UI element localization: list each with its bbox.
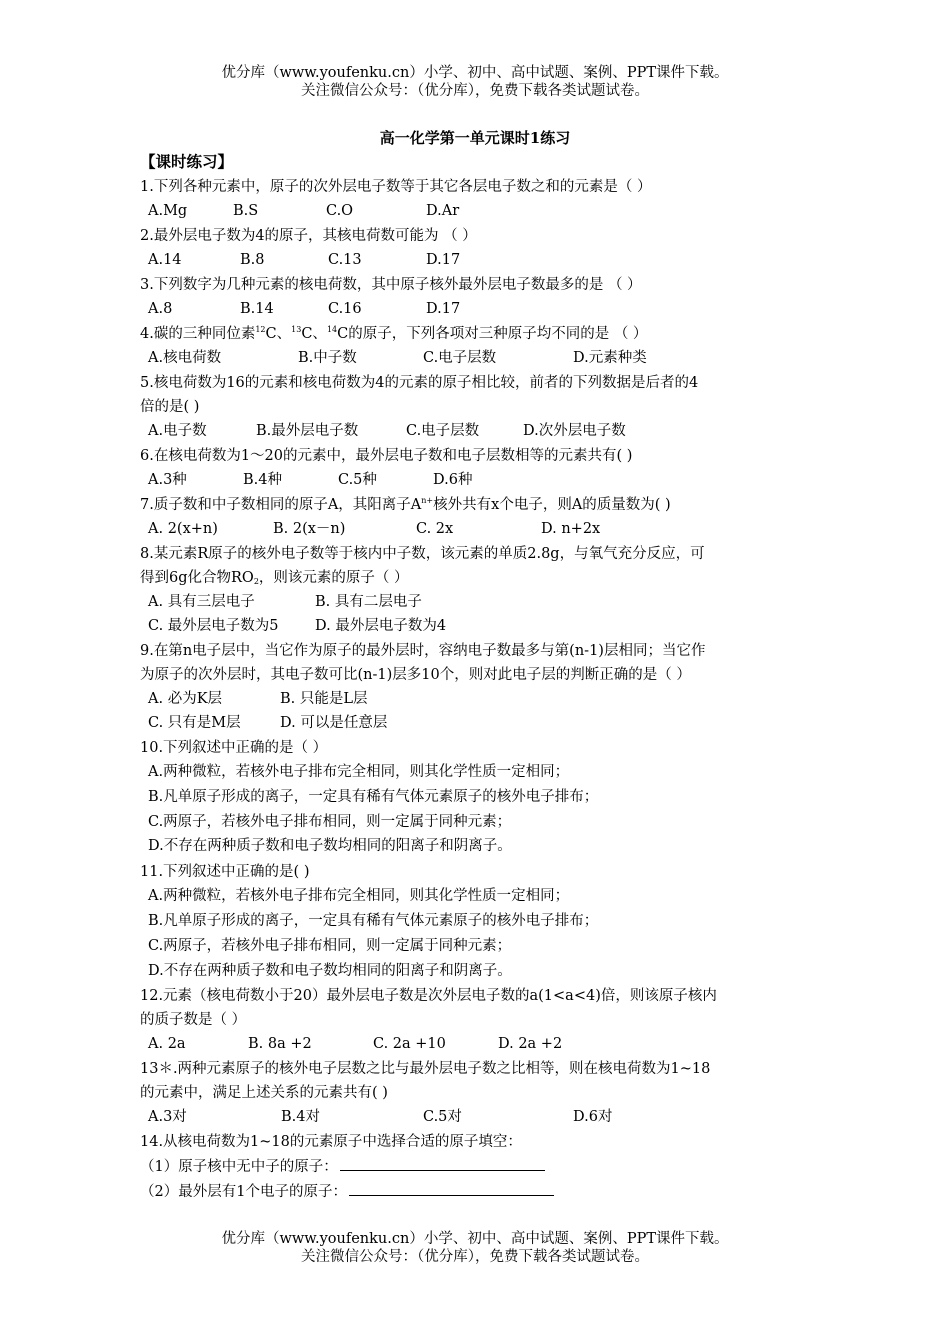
header-line-1: 优分库（www.youfenku.cn）小学、初中、高中试题、案例、PPT课件下载。 bbox=[221, 65, 729, 81]
option-d: D. 可以是任意层 bbox=[280, 715, 388, 731]
option-a: A.Mg bbox=[148, 203, 188, 219]
option-c: C.两原子，若核外电子排布相同，则一定属于同种元素； bbox=[148, 813, 512, 830]
question-8: 8.某元素R原子的核外电子数等于核内中子数，该元素的单质2.8g，与氧气充分反应，可 得到6g化合物$RO_2$，则该元素的原子（ ） bbox=[140, 546, 705, 586]
option-d: D.6对 bbox=[573, 1109, 613, 1126]
footer-line-2: 关注微信公众号：（优分库），免费下载各类试题试卷。 bbox=[301, 1249, 649, 1265]
option-d: D.元素种类 bbox=[573, 350, 647, 366]
option-d: D. 2a +2 bbox=[498, 1036, 563, 1053]
option-a: A. 2(x+n) bbox=[148, 521, 218, 537]
question-12-options bbox=[140, 1032, 820, 1056]
option-b: B.S bbox=[233, 203, 259, 219]
question-11-options bbox=[140, 884, 820, 983]
question-6: 6.在核电荷数为1～20的元素中，最外层电子数和电子层数相等的元素共有( ) bbox=[140, 448, 633, 464]
option-c: C. 2a +10 bbox=[373, 1036, 446, 1053]
question-13: 13＊.两种元素原子的核外电子层数之比与最外层电子数之比相等，则在核电荷数为1~18 的元素中，满足上述关系的元素共有( ) bbox=[140, 1061, 711, 1102]
option-a: A. 具有三层电子 bbox=[148, 594, 255, 610]
option-c: C.16 bbox=[328, 301, 362, 317]
question-9: 9.在第n电子层中，当它作为原子的最外层时，容纳电子数最多与第(n-1)层相同；当它作 为原子的次外层时，其电子数可比(n-1)层多10个，则对此电子层的判断正确的是（ ） bbox=[140, 643, 706, 683]
option-b: B. 具有二层电子 bbox=[315, 594, 422, 610]
question-14-part-1: （1）原子核中无中子的原子： bbox=[140, 1155, 820, 1179]
question-1-options bbox=[140, 199, 820, 223]
answer-blank-1[interactable] bbox=[340, 1158, 545, 1171]
question-1: 1.下列各种元素中，原子的次外层电子数等于其它各层电子数之和的元素是（ ） bbox=[140, 179, 652, 195]
option-c: C.两原子，若核外电子排布相同，则一定属于同种元素； bbox=[148, 937, 512, 954]
option-b: B.8 bbox=[240, 252, 265, 268]
option-b: B. 2(x－n) bbox=[273, 521, 346, 537]
option-b: B.凡单原子形成的离子，一定具有稀有气体元素原子的核外电子排布； bbox=[148, 912, 599, 929]
option-d: D.17 bbox=[426, 252, 461, 268]
option-d: D. 最外层电子数为4 bbox=[315, 618, 447, 634]
option-c: C.13 bbox=[328, 252, 362, 268]
question-8-options-row-2 bbox=[140, 614, 820, 638]
option-c: C.5对 bbox=[423, 1109, 462, 1126]
option-a: A.两种微粒，若核外电子排布完全相同，则其化学性质一定相同； bbox=[148, 888, 570, 905]
page-header bbox=[0, 64, 950, 100]
question-7: 7.质子数和中子数相同的原子A，其阳离子$A^{n+}$核外共有x个电子，则A的质量数为( ) bbox=[140, 496, 671, 513]
option-d: D.Ar bbox=[426, 203, 460, 219]
document-title: 高一化学第一单元课时1练习 bbox=[379, 129, 571, 147]
question-11: 11.下列叙述中正确的是( ) bbox=[140, 864, 310, 881]
exercise-content bbox=[140, 150, 820, 1204]
option-b: B.中子数 bbox=[298, 350, 357, 366]
question-2-options bbox=[140, 248, 820, 272]
question-13-options bbox=[140, 1105, 820, 1129]
option-d: D.17 bbox=[426, 301, 461, 317]
option-b: B.4对 bbox=[281, 1109, 320, 1126]
question-5-options bbox=[140, 419, 820, 443]
option-a: A.电子数 bbox=[148, 423, 207, 439]
section-heading: 【课时练习】 bbox=[140, 152, 234, 171]
option-c: C. 只有是M层 bbox=[148, 715, 241, 731]
option-d: D.不存在两种质子数和电子数均相同的阳离子和阴离子。 bbox=[148, 962, 512, 979]
question-10-options bbox=[140, 760, 820, 859]
question-6-options bbox=[140, 468, 820, 492]
question-5: 5.核电荷数为16的元素和核电荷数为4的元素的原子相比较，前者的下列数据是后者的4 倍的是( ) bbox=[140, 375, 699, 415]
page-footer bbox=[0, 1230, 950, 1266]
option-b: B. 8a +2 bbox=[248, 1036, 312, 1053]
option-c: C. 2x bbox=[416, 521, 454, 537]
option-b: B.14 bbox=[240, 301, 274, 317]
option-b: B. 只能是L层 bbox=[280, 691, 368, 707]
option-c: C. 最外层电子数为5 bbox=[148, 618, 279, 634]
question-9-options-row-1 bbox=[140, 687, 820, 711]
option-c: C.电子层数 bbox=[406, 423, 480, 439]
option-b: B.凡单原子形成的离子，一定具有稀有气体元素原子的核外电子排布； bbox=[148, 788, 599, 805]
option-a: A.14 bbox=[148, 252, 182, 268]
option-c: C.5种 bbox=[338, 472, 377, 488]
question-2: 2.最外层电子数为4的原子，其核电荷数可能为 （ ） bbox=[140, 228, 477, 244]
question-3: 3.下列数字为几种元素的核电荷数，其中原子核外最外层电子数最多的是 （ ） bbox=[140, 277, 642, 293]
option-a: A.核电荷数 bbox=[148, 350, 222, 366]
header-line-2: 关注微信公众号：（优分库），免费下载各类试题试卷。 bbox=[301, 83, 649, 99]
option-a: A.两种微粒，若核外电子排布完全相同，则其化学性质一定相同； bbox=[148, 764, 570, 780]
option-b: B.4种 bbox=[243, 472, 282, 488]
option-a: A. 2a bbox=[148, 1036, 186, 1053]
answer-blank-2[interactable] bbox=[349, 1183, 554, 1196]
option-a: A.3对 bbox=[148, 1109, 187, 1126]
option-c: C.电子层数 bbox=[423, 350, 497, 366]
question-10: 10.下列叙述中正确的是（ ） bbox=[140, 740, 328, 756]
option-c: C.O bbox=[326, 203, 354, 219]
question-9-options-row-2 bbox=[140, 711, 820, 735]
option-a: A. 必为K层 bbox=[148, 691, 223, 707]
question-14-part-2: （2）最外层有1个电子的原子： bbox=[140, 1180, 820, 1204]
question-4-options bbox=[140, 346, 820, 370]
question-4: 4.碳的三种同位素$^{12}$C、$^{13}$C、$^{14}$C的原子，下列各项对三种原子均不同的是 （ ） bbox=[140, 325, 648, 342]
option-a: A.3种 bbox=[148, 472, 187, 488]
option-d: D.次外层电子数 bbox=[523, 423, 626, 439]
option-d: D. n+2x bbox=[541, 521, 601, 537]
question-8-options-row-1 bbox=[140, 590, 820, 614]
option-b: B.最外层电子数 bbox=[256, 423, 359, 439]
option-d: D.不存在两种质子数和电子数均相同的阳离子和阴离子。 bbox=[148, 838, 512, 855]
option-d: D.6种 bbox=[433, 472, 473, 488]
option-a: A.8 bbox=[148, 301, 173, 317]
question-12: 12.元素（核电荷数小于20）最外层电子数是次外层电子数的a(1<a<4)倍，则该原子核内 的质子数是（ ） bbox=[140, 988, 717, 1029]
question-7-options bbox=[140, 517, 820, 541]
question-14: 14.从核电荷数为1~18的元素原子中选择合适的原子填空： bbox=[140, 1134, 522, 1151]
footer-line-1: 优分库（www.youfenku.cn）小学、初中、高中试题、案例、PPT课件下载。 bbox=[221, 1231, 729, 1247]
question-3-options bbox=[140, 297, 820, 321]
